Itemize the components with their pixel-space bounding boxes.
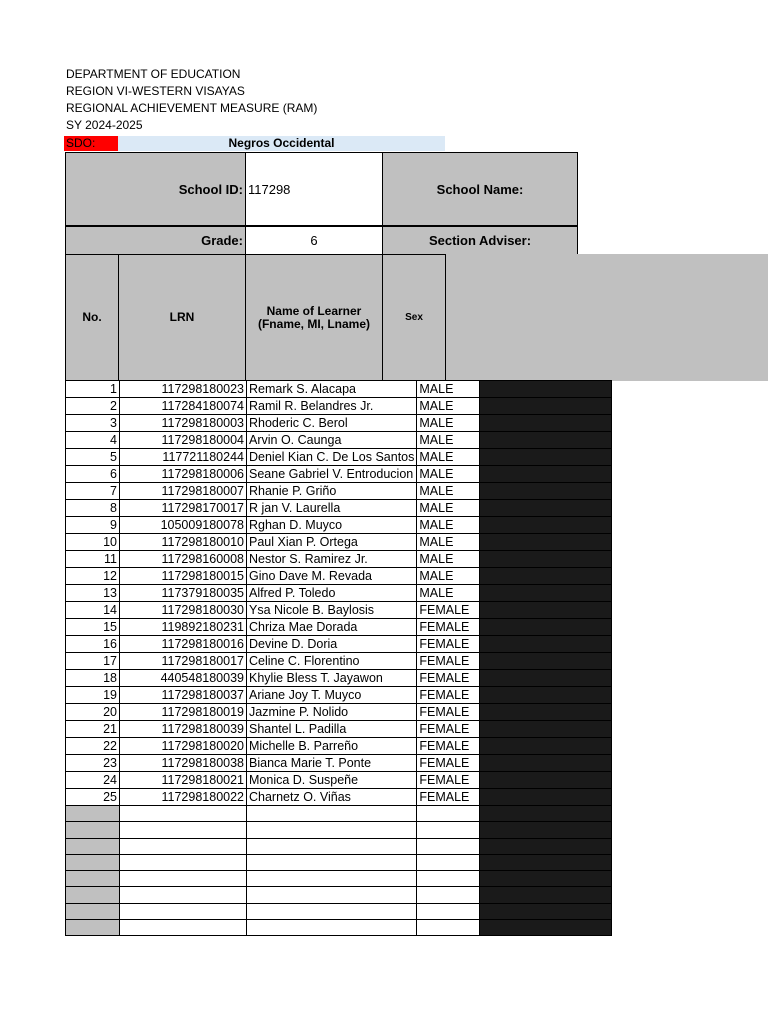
table-row <box>66 670 612 687</box>
learner-sex[interactable]: MALE <box>417 551 480 568</box>
score-cell[interactable] <box>480 920 612 936</box>
table-row <box>66 704 612 721</box>
score-cell[interactable] <box>480 822 612 838</box>
score-cell[interactable] <box>480 381 612 398</box>
header-line-ram: REGIONAL ACHIEVEMENT MEASURE (RAM) <box>66 101 318 115</box>
learner-lrn[interactable]: 119892180231 <box>120 619 247 636</box>
learner-no: 10 <box>66 534 120 551</box>
score-cell[interactable] <box>480 806 612 822</box>
learner-no: 17 <box>66 653 120 670</box>
empty-row <box>66 887 612 903</box>
learner-lrn[interactable]: 117298180038 <box>120 755 247 772</box>
learner-lrn[interactable]: 117298180015 <box>120 568 247 585</box>
score-cell[interactable] <box>480 636 612 653</box>
learner-name[interactable]: Paul Xian P. Ortega <box>247 534 417 551</box>
learner-name[interactable]: Khylie Bless T. Jayawon <box>247 670 417 687</box>
table-row <box>66 500 612 517</box>
learner-name[interactable]: Celine C. Florentino <box>247 653 417 670</box>
learner-sex[interactable]: MALE <box>417 517 480 534</box>
empty-row <box>66 920 612 936</box>
learner-name[interactable]: Chriza Mae Dorada <box>247 619 417 636</box>
score-cell[interactable] <box>480 517 612 534</box>
learner-no: 12 <box>66 568 120 585</box>
score-cell[interactable] <box>480 551 612 568</box>
score-cell[interactable] <box>480 755 612 772</box>
learner-name[interactable]: Rhoderic C. Berol <box>247 415 417 432</box>
score-cell[interactable] <box>480 653 612 670</box>
empty-row <box>66 854 612 870</box>
learner-sex[interactable]: FEMALE <box>417 704 480 721</box>
learner-lrn[interactable]: 117298180004 <box>120 432 247 449</box>
learner-no: 23 <box>66 755 120 772</box>
learner-no: 19 <box>66 687 120 704</box>
learner-lrn[interactable]: 117284180074 <box>120 398 247 415</box>
table-row <box>66 568 612 585</box>
empty-lrn-cell[interactable] <box>120 854 247 870</box>
table-row <box>66 585 612 602</box>
learner-sex[interactable]: FEMALE <box>417 687 480 704</box>
learner-lrn[interactable]: 117298180037 <box>120 687 247 704</box>
header-line-sy: SY 2024-2025 <box>66 118 143 132</box>
learner-no: 11 <box>66 551 120 568</box>
empty-name-cell[interactable] <box>247 871 417 887</box>
empty-name-cell[interactable] <box>247 887 417 903</box>
table-row <box>66 738 612 755</box>
learner-name[interactable]: Alfred P. Toledo <box>247 585 417 602</box>
empty-lrn-cell[interactable] <box>120 871 247 887</box>
learner-sex[interactable]: FEMALE <box>417 619 480 636</box>
learner-lrn[interactable]: 117298180017 <box>120 653 247 670</box>
table-row <box>66 466 612 483</box>
empty-no-cell[interactable] <box>66 871 120 887</box>
empty-name-cell[interactable] <box>247 920 417 936</box>
column-header-no: No. <box>65 254 119 381</box>
empty-no-cell[interactable] <box>66 838 120 854</box>
learner-name[interactable]: Deniel Kian C. De Los Santos <box>247 449 417 466</box>
empty-row <box>66 838 612 854</box>
empty-sex-cell[interactable] <box>417 822 480 838</box>
column-header-name: Name of Learner (Fname, MI, Lname) <box>245 254 383 381</box>
learner-name[interactable]: Gino Dave M. Revada <box>247 568 417 585</box>
learner-no: 5 <box>66 449 120 466</box>
learner-name[interactable]: Charnetz O. Viñas <box>247 789 417 806</box>
empty-no-cell[interactable] <box>66 806 120 822</box>
learner-name[interactable]: Shantel L. Padilla <box>247 721 417 738</box>
learner-no: 18 <box>66 670 120 687</box>
learner-lrn[interactable]: 117298180016 <box>120 636 247 653</box>
learner-name[interactable]: Arvin O. Caunga <box>247 432 417 449</box>
empty-row <box>66 903 612 919</box>
empty-no-cell[interactable] <box>66 887 120 903</box>
school-name-label: School Name: <box>382 152 578 226</box>
score-cell[interactable] <box>480 854 612 870</box>
learner-sex[interactable]: MALE <box>417 500 480 517</box>
table-row <box>66 551 612 568</box>
section-adviser-label: Section Adviser: <box>382 226 578 255</box>
score-cell[interactable] <box>480 449 612 466</box>
learner-no: 21 <box>66 721 120 738</box>
table-row <box>66 687 612 704</box>
empty-lrn-cell[interactable] <box>120 806 247 822</box>
empty-name-cell[interactable] <box>247 806 417 822</box>
score-cell[interactable] <box>480 398 612 415</box>
learners-table <box>65 380 612 936</box>
sdo-label: SDO: <box>64 136 118 151</box>
learner-no: 13 <box>66 585 120 602</box>
score-cell[interactable] <box>480 432 612 449</box>
learner-name[interactable]: R jan V. Laurella <box>247 500 417 517</box>
table-row <box>66 789 612 806</box>
learner-name[interactable]: Bianca Marie T. Ponte <box>247 755 417 772</box>
score-cell[interactable] <box>480 585 612 602</box>
empty-lrn-cell[interactable] <box>120 838 247 854</box>
learner-sex[interactable]: FEMALE <box>417 738 480 755</box>
score-cell[interactable] <box>480 838 612 854</box>
learner-name[interactable]: Ysa Nicole B. Baylosis <box>247 602 417 619</box>
empty-row <box>66 806 612 822</box>
table-row <box>66 534 612 551</box>
table-row <box>66 721 612 738</box>
score-cell[interactable] <box>480 871 612 887</box>
learner-sex[interactable]: MALE <box>417 449 480 466</box>
learner-sex[interactable]: MALE <box>417 381 480 398</box>
table-row <box>66 483 612 500</box>
score-cell[interactable] <box>480 415 612 432</box>
table-row <box>66 619 612 636</box>
learner-name[interactable]: Jazmine P. Nolido <box>247 704 417 721</box>
learner-name[interactable]: Remark S. Alacapa <box>247 381 417 398</box>
learner-name[interactable]: Seane Gabriel V. Entroducion <box>247 466 417 483</box>
empty-row <box>66 822 612 838</box>
learner-lrn[interactable]: 117298180039 <box>120 721 247 738</box>
learner-lrn[interactable]: 117298170017 <box>120 500 247 517</box>
school-id-label: School ID: <box>65 152 246 226</box>
learner-name[interactable]: Rhanie P. Griño <box>247 483 417 500</box>
learner-no: 9 <box>66 517 120 534</box>
empty-no-cell[interactable] <box>66 854 120 870</box>
table-row <box>66 449 612 466</box>
learner-sex[interactable]: MALE <box>417 466 480 483</box>
learner-no: 8 <box>66 500 120 517</box>
grade-value[interactable]: 6 <box>245 226 383 255</box>
learner-name[interactable]: Monica D. Suspeñe <box>247 772 417 789</box>
table-row <box>66 432 612 449</box>
learner-lrn[interactable]: 117298180022 <box>120 789 247 806</box>
table-row <box>66 381 612 398</box>
learner-lrn[interactable]: 105009180078 <box>120 517 247 534</box>
table-row <box>66 653 612 670</box>
learner-lrn[interactable]: 440548180039 <box>120 670 247 687</box>
learner-no: 6 <box>66 466 120 483</box>
learner-no: 7 <box>66 483 120 500</box>
learner-name[interactable]: Devine D. Doria <box>247 636 417 653</box>
learner-lrn[interactable]: 117298180020 <box>120 738 247 755</box>
learner-sex[interactable]: MALE <box>417 432 480 449</box>
score-cell[interactable] <box>480 789 612 806</box>
learner-sex[interactable]: MALE <box>417 398 480 415</box>
learner-sex[interactable]: FEMALE <box>417 772 480 789</box>
learner-lrn[interactable]: 117298180019 <box>120 704 247 721</box>
learner-sex[interactable]: MALE <box>417 415 480 432</box>
score-cell[interactable] <box>480 738 612 755</box>
learner-sex[interactable]: MALE <box>417 585 480 602</box>
learner-lrn[interactable]: 117298160008 <box>120 551 247 568</box>
score-cell[interactable] <box>480 670 612 687</box>
empty-no-cell[interactable] <box>66 903 120 919</box>
empty-name-cell[interactable] <box>247 854 417 870</box>
learner-lrn[interactable]: 117379180035 <box>120 585 247 602</box>
learner-sex[interactable]: MALE <box>417 568 480 585</box>
learner-no: 24 <box>66 772 120 789</box>
score-cell[interactable] <box>480 772 612 789</box>
score-cell[interactable] <box>480 466 612 483</box>
table-row <box>66 755 612 772</box>
empty-no-cell[interactable] <box>66 822 120 838</box>
table-row <box>66 602 612 619</box>
learner-no: 4 <box>66 432 120 449</box>
empty-lrn-cell[interactable] <box>120 822 247 838</box>
learner-no: 25 <box>66 789 120 806</box>
learner-lrn[interactable]: 117298180007 <box>120 483 247 500</box>
empty-lrn-cell[interactable] <box>120 903 247 919</box>
learner-lrn[interactable]: 117298180003 <box>120 415 247 432</box>
empty-sex-cell[interactable] <box>417 887 480 903</box>
learner-sex[interactable]: FEMALE <box>417 789 480 806</box>
learner-sex[interactable]: FEMALE <box>417 636 480 653</box>
learner-lrn[interactable]: 117298180010 <box>120 534 247 551</box>
learner-sex[interactable]: MALE <box>417 534 480 551</box>
empty-name-cell[interactable] <box>247 838 417 854</box>
empty-sex-cell[interactable] <box>417 871 480 887</box>
learner-sex[interactable]: MALE <box>417 483 480 500</box>
learner-sex[interactable]: FEMALE <box>417 721 480 738</box>
learner-sex[interactable]: FEMALE <box>417 670 480 687</box>
learner-lrn[interactable]: 117298180021 <box>120 772 247 789</box>
score-cell[interactable] <box>480 887 612 903</box>
column-header-lrn: LRN <box>118 254 246 381</box>
learner-no: 3 <box>66 415 120 432</box>
learner-lrn[interactable]: 117298180023 <box>120 381 247 398</box>
score-cell[interactable] <box>480 602 612 619</box>
score-cell[interactable] <box>480 500 612 517</box>
score-cell[interactable] <box>480 619 612 636</box>
learner-no: 2 <box>66 398 120 415</box>
learner-lrn[interactable]: 117298180006 <box>120 466 247 483</box>
learner-sex[interactable]: FEMALE <box>417 602 480 619</box>
header-line-department: DEPARTMENT OF EDUCATION <box>66 67 241 81</box>
score-cell[interactable] <box>480 534 612 551</box>
score-cell[interactable] <box>480 903 612 919</box>
empty-name-cell[interactable] <box>247 822 417 838</box>
learner-sex[interactable]: FEMALE <box>417 653 480 670</box>
empty-lrn-cell[interactable] <box>120 920 247 936</box>
score-header-area <box>445 254 768 381</box>
table-row <box>66 415 612 432</box>
header-line-region: REGION VI-WESTERN VISAYAS <box>66 84 245 98</box>
score-cell[interactable] <box>480 721 612 738</box>
learner-name[interactable]: Michelle B. Parreño <box>247 738 417 755</box>
learner-no: 16 <box>66 636 120 653</box>
learner-lrn[interactable]: 117298180030 <box>120 602 247 619</box>
score-cell[interactable] <box>480 568 612 585</box>
column-header-sex: Sex <box>382 254 446 381</box>
learner-name[interactable]: Ariane Joy T. Muyco <box>247 687 417 704</box>
score-cell[interactable] <box>480 483 612 500</box>
school-id-value[interactable]: 117298 <box>245 152 383 226</box>
table-row <box>66 772 612 789</box>
empty-no-cell[interactable] <box>66 920 120 936</box>
sdo-value[interactable]: Negros Occidental <box>118 136 445 151</box>
learner-sex[interactable]: FEMALE <box>417 755 480 772</box>
score-cell[interactable] <box>480 687 612 704</box>
learner-no: 14 <box>66 602 120 619</box>
learner-lrn[interactable]: 117721180244 <box>120 449 247 466</box>
grade-label: Grade: <box>65 226 246 255</box>
learner-no: 15 <box>66 619 120 636</box>
learner-no: 1 <box>66 381 120 398</box>
empty-sex-cell[interactable] <box>417 920 480 936</box>
empty-row <box>66 871 612 887</box>
score-cell[interactable] <box>480 704 612 721</box>
learner-name[interactable]: Nestor S. Ramirez Jr. <box>247 551 417 568</box>
table-row <box>66 517 612 534</box>
empty-sex-cell[interactable] <box>417 903 480 919</box>
empty-name-cell[interactable] <box>247 903 417 919</box>
empty-sex-cell[interactable] <box>417 838 480 854</box>
learner-name[interactable]: Rghan D. Muyco <box>247 517 417 534</box>
learner-name[interactable]: Ramil R. Belandres Jr. <box>247 398 417 415</box>
empty-lrn-cell[interactable] <box>120 887 247 903</box>
learner-no: 20 <box>66 704 120 721</box>
learner-no: 22 <box>66 738 120 755</box>
table-row <box>66 636 612 653</box>
empty-sex-cell[interactable] <box>417 806 480 822</box>
empty-sex-cell[interactable] <box>417 854 480 870</box>
table-row <box>66 398 612 415</box>
